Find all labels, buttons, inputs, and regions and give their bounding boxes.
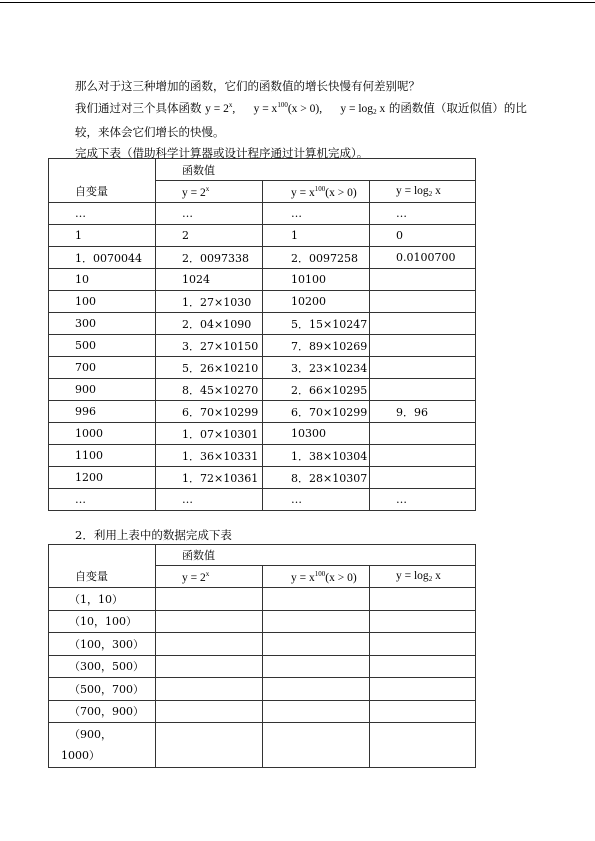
table-cell: 9．96: [370, 401, 476, 423]
intro-line-2-pre: 我们通过对三个具体函数: [75, 101, 202, 115]
f2-base: y = x: [253, 103, 278, 115]
formula-log: [340, 103, 385, 115]
table-row: [49, 269, 476, 291]
table-cell[interactable]: [370, 633, 476, 656]
table-row: [49, 313, 476, 335]
f1-exp: x: [228, 101, 233, 109]
table-cell: 8．28×10307: [263, 467, 370, 489]
t2-f3-sub: 2: [428, 575, 433, 583]
interval-label: （1，10）: [49, 588, 156, 611]
table-cell: [370, 379, 476, 401]
page-top-rule: [0, 2, 595, 3]
table-row: [49, 335, 476, 357]
table-row: [49, 401, 476, 423]
table-cell[interactable]: [370, 655, 476, 678]
col-header-power: [263, 181, 370, 203]
t2-last-row-b: 1000）: [61, 749, 100, 762]
table-row: [49, 633, 476, 656]
table-cell: 10200: [263, 291, 370, 313]
table-cell: 996: [49, 401, 156, 423]
t2-col-header-log: [370, 566, 476, 588]
t2-col-header-exp: [156, 566, 263, 588]
table-cell: 5．15×10247: [263, 313, 370, 335]
table-row: [49, 467, 476, 489]
h-f1-base: y = 2: [182, 186, 206, 199]
table-row: [49, 247, 476, 269]
section-2-label: 2．利用上表中的数据完成下表: [75, 528, 232, 542]
table-cell[interactable]: [263, 700, 370, 723]
formula-power: $y = x^{100}(x > 0)$,: [253, 101, 323, 115]
table-row: [49, 655, 476, 678]
table-cell: 1: [49, 225, 156, 247]
table-cell[interactable]: [370, 610, 476, 633]
table-cell[interactable]: [263, 678, 370, 701]
t2-col-header-power: [263, 566, 370, 588]
growth-comparison-table: [48, 544, 476, 768]
table-cell: …: [370, 203, 476, 225]
table-cell: 1: [263, 225, 370, 247]
interval-label: （300，500）: [49, 655, 156, 678]
table-cell: 1024: [156, 269, 263, 291]
t2-f1-base: y = 2: [182, 571, 206, 584]
table2-body: [49, 588, 476, 723]
table-row: [49, 203, 476, 225]
table-cell: [370, 467, 476, 489]
table-cell: …: [49, 489, 156, 511]
table-cell: 100: [49, 291, 156, 313]
f3-arg: x: [376, 103, 386, 115]
t2-f2-cond: (x > 0): [325, 571, 357, 584]
f2-exp: 100: [277, 101, 288, 109]
table-cell: 7．89×10269: [263, 335, 370, 357]
table-cell: [370, 357, 476, 379]
col-header-log: [370, 181, 476, 203]
table-cell: 6．70×10299: [156, 401, 263, 423]
table-cell[interactable]: [370, 678, 476, 701]
table-cell: 2．04×1090: [156, 313, 263, 335]
f3-base: y = log: [340, 103, 374, 115]
table-cell: [370, 291, 476, 313]
interval-label: （700，900）: [49, 700, 156, 723]
table-cell: 3．23×10234: [263, 357, 370, 379]
intro-line-2-post: 的函数值（取近似值）的比: [388, 101, 527, 115]
table-cell[interactable]: [263, 655, 370, 678]
table-cell: 1．38×10304: [263, 445, 370, 467]
table-cell[interactable]: [370, 723, 476, 768]
table-cell: …: [370, 489, 476, 511]
table-row: [49, 610, 476, 633]
col-header-exp: [156, 181, 263, 203]
t2-f2-exp: 100: [314, 569, 326, 578]
table-cell: 1．36×10331: [156, 445, 263, 467]
h-f1-exp: x: [205, 184, 210, 193]
table-cell: 10100: [263, 269, 370, 291]
table-row: [49, 225, 476, 247]
table-cell[interactable]: [156, 723, 263, 768]
table-cell: 2．66×10295: [263, 379, 370, 401]
interval-label: （500，700）: [49, 678, 156, 701]
table-cell: 500: [49, 335, 156, 357]
table-cell: 3．27×10150: [156, 335, 263, 357]
table-cell: 1．0070044: [49, 247, 156, 269]
interval-label: （10，100）: [49, 610, 156, 633]
table-cell: 1．07×10301: [156, 423, 263, 445]
table-cell: [370, 313, 476, 335]
header-variable: 自变量: [49, 159, 156, 203]
f2-cond: (x > 0): [287, 103, 320, 115]
table-row: [49, 489, 476, 511]
table-cell: 1000: [49, 423, 156, 445]
h-f2-exp: 100: [314, 184, 326, 193]
table-cell: 1200: [49, 467, 156, 489]
t2-last-row-var: [49, 723, 156, 768]
h-f2-base: y = x: [291, 186, 315, 199]
h-f2-cond: (x > 0): [325, 186, 357, 199]
table-cell: 10300: [263, 423, 370, 445]
interval-label: （100，300）: [49, 633, 156, 656]
function-values-table: [48, 158, 476, 511]
table-cell: 2．0097338: [156, 247, 263, 269]
table-cell: 1．72×10361: [156, 467, 263, 489]
t2-header-function-values: 函数值: [156, 545, 476, 566]
table-cell: …: [263, 489, 370, 511]
table-cell: [370, 445, 476, 467]
table-cell: [370, 269, 476, 291]
table-row: [49, 423, 476, 445]
table-cell: 1100: [49, 445, 156, 467]
t2-f1-exp: x: [205, 569, 210, 578]
table-cell: …: [263, 203, 370, 225]
table-cell: 6．70×10299: [263, 401, 370, 423]
table-cell[interactable]: [263, 723, 370, 768]
intro-line-2: [75, 100, 527, 116]
table-cell: [370, 335, 476, 357]
table-cell[interactable]: [263, 633, 370, 656]
table-cell: 10: [49, 269, 156, 291]
table-row: [49, 700, 476, 723]
table-cell[interactable]: [263, 588, 370, 611]
table-cell[interactable]: [156, 700, 263, 723]
intro-line-1: 那么对于这三种增加的函数，它们的函数值的增长快慢有何差别呢？: [75, 79, 420, 93]
table-cell: 8．45×10270: [156, 379, 263, 401]
table-row: [49, 379, 476, 401]
table-cell: 0.0100700: [370, 247, 476, 269]
t2-f3-arg: x: [432, 570, 441, 582]
table-row: [49, 678, 476, 701]
header-function-values: 函数值: [156, 159, 476, 181]
table-cell[interactable]: [156, 678, 263, 701]
table-cell[interactable]: [156, 610, 263, 633]
table-cell: [370, 423, 476, 445]
table-cell[interactable]: [263, 610, 370, 633]
table-cell: 1．27×1030: [156, 291, 263, 313]
f1-base: y = 2: [205, 103, 229, 115]
table-cell: 5．26×10210: [156, 357, 263, 379]
table-cell[interactable]: [370, 588, 476, 611]
table-cell: 300: [49, 313, 156, 335]
formula-exp: $y = 2^x$,: [205, 101, 236, 115]
intro-line-3: 较，来体会它们增长的快慢。: [75, 125, 225, 139]
table-cell: …: [156, 203, 263, 225]
table-row: [49, 291, 476, 313]
table-cell: …: [156, 489, 263, 511]
table-row: [49, 588, 476, 611]
t2-last-row-a: （900，: [69, 728, 112, 741]
table-row: [49, 357, 476, 379]
table1-body: [49, 203, 476, 511]
intro-line-4: 完成下表（借助科学计算器或设计程序通过计算机完成）。: [75, 146, 369, 160]
table-cell: 0: [370, 225, 476, 247]
f3-sub: 2: [373, 108, 377, 116]
h-f3-sub: 2: [428, 190, 433, 198]
table-cell[interactable]: [370, 700, 476, 723]
table-row: [49, 445, 476, 467]
table-cell: 2: [156, 225, 263, 247]
table-cell: 700: [49, 357, 156, 379]
table-cell[interactable]: [156, 633, 263, 656]
t2-f2-base: y = x: [291, 571, 315, 584]
t2-f3-base: y = log: [396, 570, 429, 582]
table-cell: …: [49, 203, 156, 225]
table-cell: 2．0097258: [263, 247, 370, 269]
h-f3-base: y = log: [396, 185, 429, 197]
table-cell[interactable]: [156, 588, 263, 611]
t2-header-variable: 自变量: [49, 545, 156, 588]
table-cell[interactable]: [156, 655, 263, 678]
table-cell: 900: [49, 379, 156, 401]
h-f3-arg: x: [432, 185, 441, 197]
